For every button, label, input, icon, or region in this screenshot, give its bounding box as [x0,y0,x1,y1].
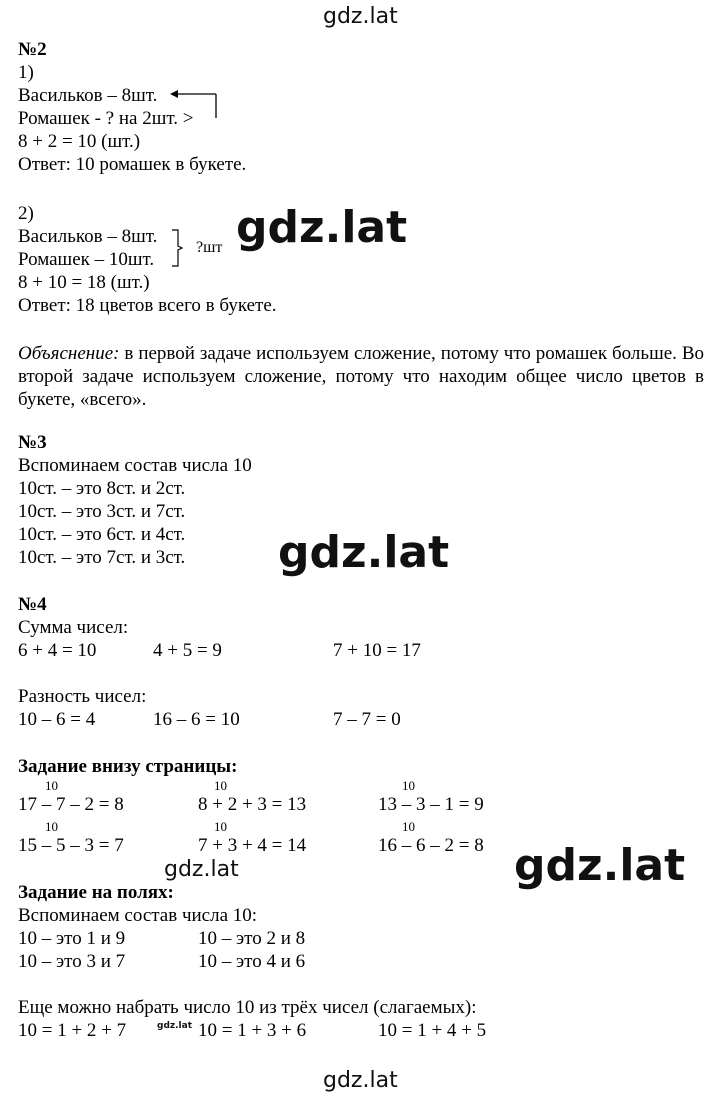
bottom-row2-sup-3: 10 [402,819,415,834]
task3-heading: №3 [18,432,47,453]
explanation-label: Объяснение: [18,343,120,364]
task4-diff-1: 10 – 6 = 4 [18,709,96,730]
task4-sum-label: Сумма чисел: [18,617,129,638]
task2-part1-calc: 8 + 2 = 10 (шт.) [18,131,141,152]
bottom-row2-sup-2: 10 [214,819,227,834]
bottom-row2-sup-1: 10 [45,819,58,834]
task2-part2-label: 2) [18,203,34,224]
margin-three-3: 10 = 1 + 4 + 5 [378,1020,487,1041]
task2-part2-line1: Васильков – 8шт. [18,226,158,247]
bottom-task-heading: Задание внизу страницы: [18,756,238,777]
watermark-top: gdz.lat [323,4,398,29]
watermark-big-3: gdz.lat [514,840,686,891]
task2-part1-line1: Васильков – 8шт. [18,85,158,106]
bottom-row1-sup-2: 10 [214,778,227,793]
brace-icon [170,228,184,268]
task4-diff-label: Разность чисел: [18,686,147,707]
task2-part2-line2: Ромашек – 10шт. [18,249,155,270]
margin-three-2: 10 = 1 + 3 + 6 [198,1020,307,1041]
task3-line-4: 10ст. – это 7ст. и 3ст. [18,547,186,568]
watermark-big-2: gdz.lat [278,527,450,578]
bottom-row2-expr-2: 7 + 3 + 4 = 14 [198,835,307,856]
task3-intro: Вспоминаем состав числа 10 [18,455,252,476]
task2-brace-note: ?шт [196,239,223,256]
task2-part1-label: 1) [18,62,34,83]
task3-line-2: 10ст. – это 3ст. и 7ст. [18,501,186,522]
task3-line-3: 10ст. – это 6ст. и 4ст. [18,524,186,545]
margin-pair-1-1: 10 – это 1 и 9 [18,928,126,949]
task2-part2-answer: Ответ: 18 цветов всего в букете. [18,295,277,316]
task4-sum-2: 4 + 5 = 9 [153,640,222,661]
task2-explanation [18,343,704,411]
task4-diff-3: 7 – 7 = 0 [333,709,401,730]
task3-line-1: 10ст. – это 8ст. и 2ст. [18,478,186,499]
bottom-row1-expr-1: 17 – 7 – 2 = 8 [18,794,124,815]
watermark-tiny: gdz.lat [157,1021,193,1031]
task4-heading: №4 [18,594,47,615]
margin-task-heading: Задание на полях: [18,882,174,903]
watermark-small-mid: gdz.lat [164,857,239,882]
watermark-bottom: gdz.lat [323,1068,398,1093]
bottom-row2-expr-1: 15 – 5 – 3 = 7 [18,835,124,856]
bottom-row1-expr-3: 13 – 3 – 1 = 9 [378,794,484,815]
bottom-row2-expr-3: 16 – 6 – 2 = 8 [378,835,484,856]
bottom-row1-sup-3: 10 [402,778,415,793]
explanation-text: в первой задаче используем сложение, потому что ромашек больше. Во второй задаче используем сложение, потому что находим общее число цветов в букете, «всего». [18,343,704,410]
margin-task-intro: Вспоминаем состав числа 10: [18,905,258,926]
task2-part2-calc: 8 + 10 = 18 (шт.) [18,272,150,293]
margin-three-intro: Еще можно набрать число 10 из трёх чисел (слагаемых): [18,997,477,1018]
watermark-big-1: gdz.lat [236,202,408,253]
bottom-row1-sup-1: 10 [45,778,58,793]
task2-part1-answer: Ответ: 10 ромашек в букете. [18,154,247,175]
margin-three-1: 10 = 1 + 2 + 7 [18,1020,127,1041]
task4-diff-2: 16 – 6 = 10 [153,709,240,730]
task4-sum-1: 6 + 4 = 10 [18,640,97,661]
task2-part1-line2: Ромашек - ? на 2шт. > [18,108,194,129]
margin-pair-2-1: 10 – это 3 и 7 [18,951,126,972]
task2-heading: №2 [18,39,47,60]
margin-pair-2-2: 10 – это 4 и 6 [198,951,306,972]
margin-pair-1-2: 10 – это 2 и 8 [198,928,306,949]
bottom-row1-expr-2: 8 + 2 + 3 = 13 [198,794,307,815]
task4-sum-3: 7 + 10 = 17 [333,640,421,661]
